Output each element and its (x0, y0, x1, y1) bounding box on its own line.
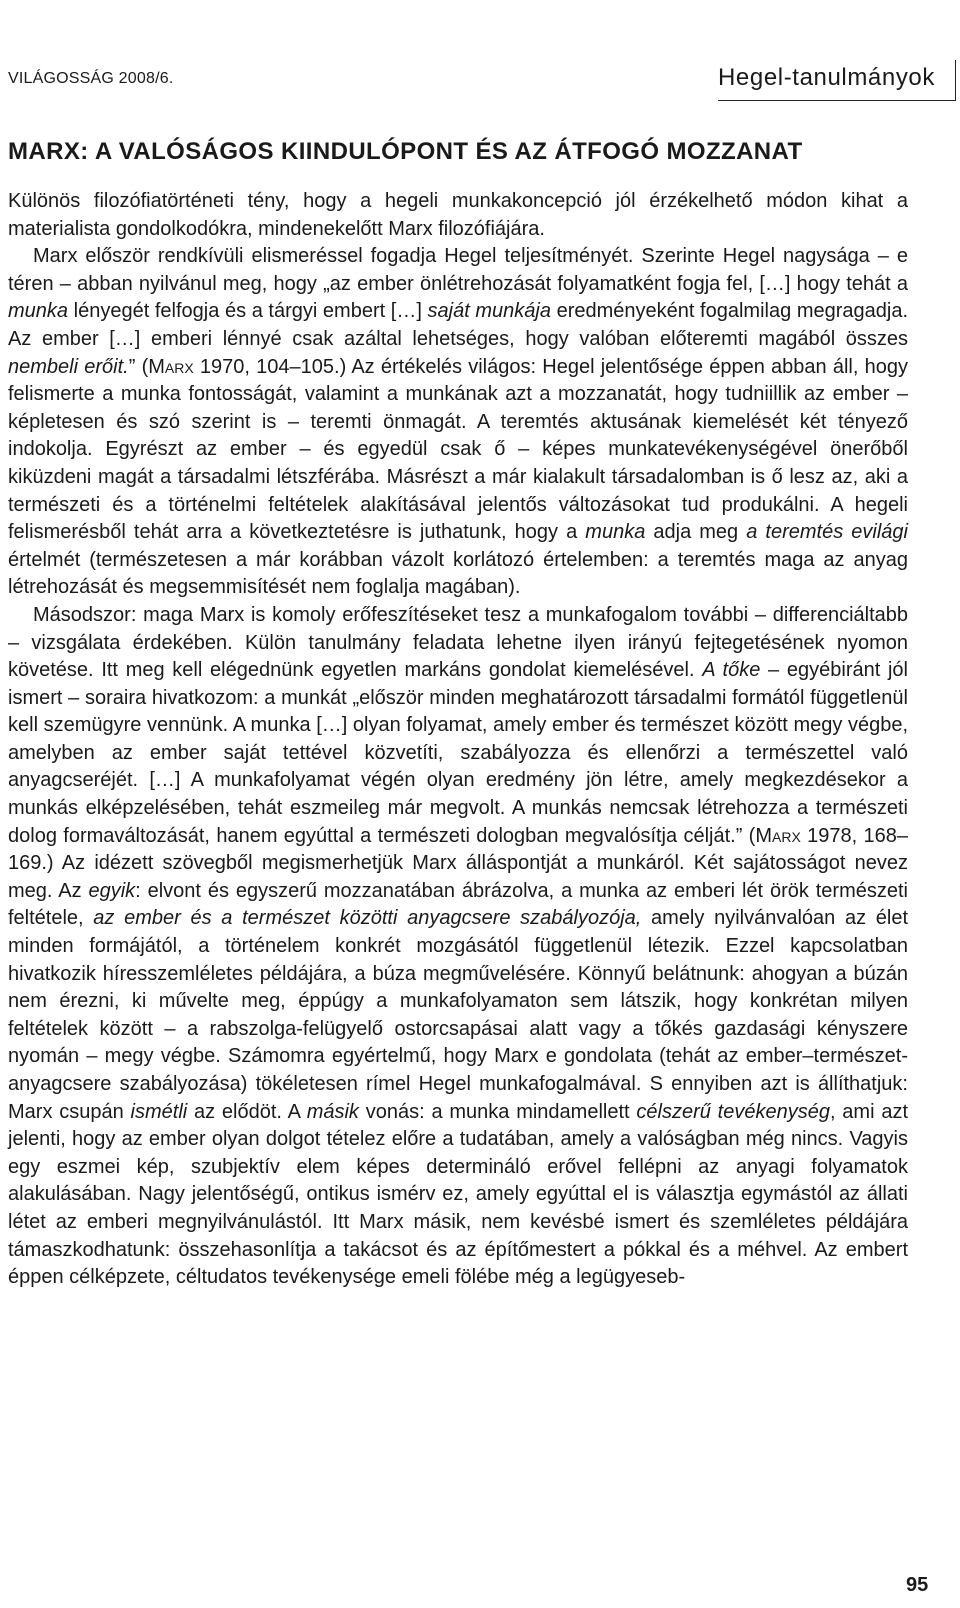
citation-author: Marx (755, 824, 801, 847)
p3-text: , ami azt jelenti, hogy az ember olyan dolgot tételez előre a tudatában, amely a valóságban még nincs. Vagyis egy eszmei kép, szubjektív elem képes determináló erővel fellépni az anyagi folyamatok alakulásában. Nagy jelentőségű, ontikus ismérv ez, amely egyúttal el is választja egymástól az állati létet az emberi megnyilvánulástól. Itt Marx másik, nem kevésbé ismert és szemléletes példájára támaszkodhatunk: összehasonlítja a takácsot és az építőmestert a pókkal és a méhvel. Az embert éppen célképzete, céltudatos tevékenysége emeli fölébe még a legügyeseb- (8, 1100, 909, 1289)
p2-italic: munka (585, 521, 646, 544)
p3-italic: másik (306, 1100, 359, 1123)
p2-italic: nembeli erőit. (8, 355, 129, 378)
p3-text: vonás: a munka mindamellett (358, 1100, 637, 1123)
article-title: MARX: A VALÓSÁGOS KIINDULÓPONT ÉS AZ ÁTFOGÓ MOZZANAT (8, 138, 803, 165)
p3-italic: célszerű tevékenység (636, 1100, 830, 1123)
citation-author: Marx (148, 355, 194, 378)
p2-text: lényegét felfogja és a tárgyi embert […] (68, 300, 428, 323)
p2-text: értelmét (természetesen a már korábban vázolt korlátozó értelemben: a teremtés maga az anyag létrehozását és megsemmisítését nem foglalja magában). (8, 548, 908, 599)
p2-italic: munka (8, 300, 69, 323)
running-header-journal: VILÁGOSSÁG 2008/6. (8, 70, 174, 87)
p3-text: amely nyilvánvalóan az élet minden formájától, a történelem konkrét mozgásától függetlenül létezik. Ezzel kapcsolatban hivatkozik híresszemléletes példájára, a búza megművelésére. Könnyű belátnunk: ahogyan a búzán nem érezni, ki művelte meg, éppúgy a munkafolyamaton sem látszik, hogy konkrétan milyen feltételek között – a rabszolga-felügyelő ostorcsapásai alatt vagy a tőkés gazdasági kényszere nyomán – megy végbe. Számomra egyértelmű, hogy Marx e gondolata (tehát az ember–természet-anyagcsere szabályozása) tökéletesen rímel Hegel munkafogalmával. S ennyiben azt is állíthatjuk: Marx csupán (8, 907, 908, 1123)
header-rule-horizontal (718, 100, 956, 101)
paragraph-1: Különös filozófiatörténeti tény, hogy a hegeli munkakoncepció jól érzékelhető módon kihat a materialista gondolkodókra, mindenekelőtt Marx filozófiájára. (8, 190, 908, 240)
p3-italic: A tőke (702, 659, 761, 682)
running-header-section: Hegel-tanulmányok (718, 64, 935, 91)
paragraph-2 (8, 243, 908, 602)
p3-text: 1978, 168–169.) Az idézett szövegből megismerhetjük Marx álláspontját a munkáról. Két sajátosságot nevez meg. Az (8, 824, 909, 902)
page-number: 95 (906, 1574, 929, 1596)
p2-text: 1970, 104–105.) Az értékelés világos: Hegel jelentősége éppen abban áll, hogy felismerte a munka fontosságát, valamint a munkának azt a mozzanatát, hogy tudniillik az ember – képletesen és szó szerint is – teremti önmagát. A teremtés aktusának kiemelését két tényező indokolja. Egyrészt az ember – és egyedül csak ő – képes munkatevékenységével önerőből kiküzdeni magát a társadalmi létszférába. Másrészt a már kialakult társadalomban is ő lesz az, aki a természeti és a történelmi feltételek alakításával jelentős változásokat tud produkálni. A hegeli felismerésből tehát arra a következtetésre is juthatunk, hogy a (8, 355, 908, 544)
p2-text: eredményeként fogalmilag megragadja. Az ember […] emberi lénnyé csak azáltal lehetséges, hogy valóban előteremti magából összes (8, 300, 908, 350)
paragraph-3 (8, 602, 908, 1292)
header-rule-vertical (955, 60, 956, 101)
p3-text: Másodszor: maga Marx is komoly erőfeszítéseket tesz a munkafogalom további – differenciáltabb – vizsgálata érdekében. Külön tanulmány feladata lehetne ilyen irányú fejtegetésének nyomon követése. Itt meg kell elégednünk egyetlen markáns gondolat kiemelésével. (8, 603, 908, 682)
p2-text: ” ( (128, 355, 149, 378)
p2-text: Marx először rendkívüli elismeréssel fogadja Hegel teljesítményét. Szerinte Hegel nagysága – e téren – abban nyilvánul meg, hogy „az ember önlétrehozását folyamatként fogja fel, […] hogy tehát a (8, 245, 908, 295)
p3-italic: ismétli (130, 1100, 188, 1123)
p3-italic: egyik (88, 879, 136, 902)
article-body (8, 188, 908, 1292)
p2-italic: saját munkája (427, 300, 551, 323)
p3-text: – egyébiránt jól ismert – soraira hivatkozom: a munkát „először minden meghatározott társadalmi formától függetlenül kell szemügyre vennünk. A munka […] olyan folyamat, amely ember és természet között megy végbe, amelyben az ember saját tettével közvetíti, szabályozza és ellenőrzi a természettel való anyagcseréjét. […] A munkafolyamat végén olyan eredmény jön létre, amely megkezdésekor a munkás elképzelésében, tehát eszmeileg már megvolt. A munkás nemcsak létrehozza a természeti dolog formaváltozását, hanem egyúttal a természeti dologban megvalósítja célját.” ( (8, 659, 909, 847)
p2-italic: a teremtés evilági (746, 521, 908, 544)
p3-text: az elődöt. A (187, 1100, 307, 1123)
p2-text: adja meg (645, 521, 747, 544)
p3-italic: az ember és a természet közötti anyagcsere szabályozója, (93, 907, 642, 930)
p3-text: : elvont és egyszerű mozzanatában ábrázolva, a munka az emberi lét örök természeti feltétele, (8, 879, 909, 930)
